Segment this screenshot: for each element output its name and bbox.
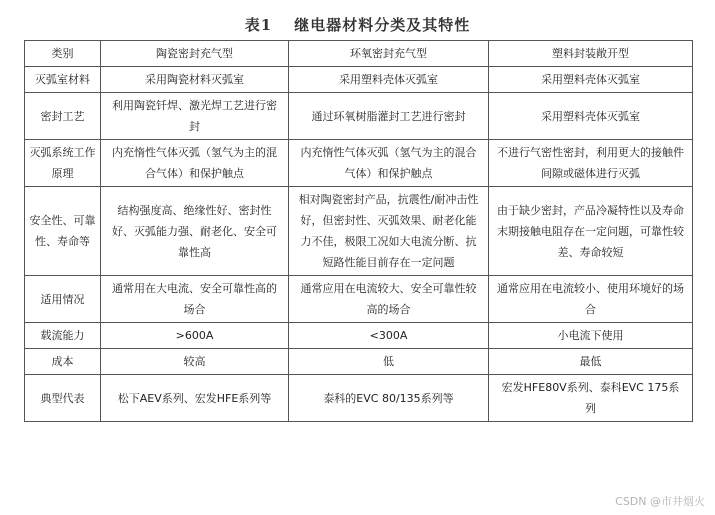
table-cell: 利用陶瓷钎焊、激光焊工艺进行密封 [101, 93, 289, 140]
table-number: 表1 [244, 16, 273, 34]
table-row [25, 323, 693, 349]
table-row [25, 375, 693, 422]
table-cell: >600A [101, 323, 289, 349]
row-label: 典型代表 [25, 375, 101, 422]
table-cell: 松下AEV系列、宏发HFE系列等 [101, 375, 289, 422]
header-row [25, 41, 693, 67]
table-cell: 通常应用在电流较大、安全可靠性较高的场合 [289, 276, 489, 323]
table-cell: 采用塑料壳体灭弧室 [289, 67, 489, 93]
table-cell: 由于缺少密封，产品冷凝特性以及寿命末期接触电阻存在一定问题，可靠性较差、寿命较短 [489, 187, 693, 276]
table-cell: 结构强度高、绝缘性好、密封性好、灭弧能力强、耐老化、安全可靠性高 [101, 187, 289, 276]
header-category: 类别 [25, 41, 101, 67]
table-cell: 不进行气密性密封，利用更大的接触件间隙或磁体进行灭弧 [489, 140, 693, 187]
table-cell: 最低 [489, 349, 693, 375]
table-cell: 通过环氧树脂灌封工艺进行密封 [289, 93, 489, 140]
table-cell: 通常应用在电流较小、使用环境好的场合 [489, 276, 693, 323]
table-title [0, 14, 715, 35]
table-cell: 采用陶瓷材料灭弧室 [101, 67, 289, 93]
table-row [25, 349, 693, 375]
table-row [25, 67, 693, 93]
table-cell: 通常用在大电流、安全可靠性高的场合 [101, 276, 289, 323]
relay-material-table [24, 40, 693, 422]
table-cell: 相对陶瓷密封产品，抗震性/耐冲击性好，但密封性、灭弧效果、耐老化能力不佳，极限工况如大电流分断、抗短路性能目前存在一定问题 [289, 187, 489, 276]
row-label: 安全性、可靠性、寿命等 [25, 187, 101, 276]
table-cell: 内充惰性气体灭弧（氢气为主的混合气体）和保护触点 [101, 140, 289, 187]
table-row [25, 93, 693, 140]
row-label: 成本 [25, 349, 101, 375]
header-ceramic-sealed: 陶瓷密封充气型 [101, 41, 289, 67]
table-row [25, 140, 693, 187]
table-cell: 泰科的EVC 80/135系列等 [289, 375, 489, 422]
table-cell: 较高 [101, 349, 289, 375]
table-row [25, 276, 693, 323]
row-label: 灭弧系统工作原理 [25, 140, 101, 187]
table-cell: 内充惰性气体灭弧（氢气为主的混合气体）和保护触点 [289, 140, 489, 187]
row-label: 适用情况 [25, 276, 101, 323]
table-cell: 采用塑料壳体灭弧室 [489, 93, 693, 140]
table-cell: <300A [289, 323, 489, 349]
row-label: 灭弧室材料 [25, 67, 101, 93]
table-cell: 宏发HFE80V系列、泰科EVC 175系列 [489, 375, 693, 422]
table-cell: 低 [289, 349, 489, 375]
table-row [25, 187, 693, 276]
watermark: CSDN @市井烟火 [615, 495, 705, 508]
table-caption: 继电器材料分类及其特性 [294, 16, 471, 34]
table-cell: 采用塑料壳体灭弧室 [489, 67, 693, 93]
header-epoxy-sealed: 环氧密封充气型 [289, 41, 489, 67]
row-label: 密封工艺 [25, 93, 101, 140]
row-label: 载流能力 [25, 323, 101, 349]
table-cell: 小电流下使用 [489, 323, 693, 349]
header-plastic-open: 塑料封装敞开型 [489, 41, 693, 67]
